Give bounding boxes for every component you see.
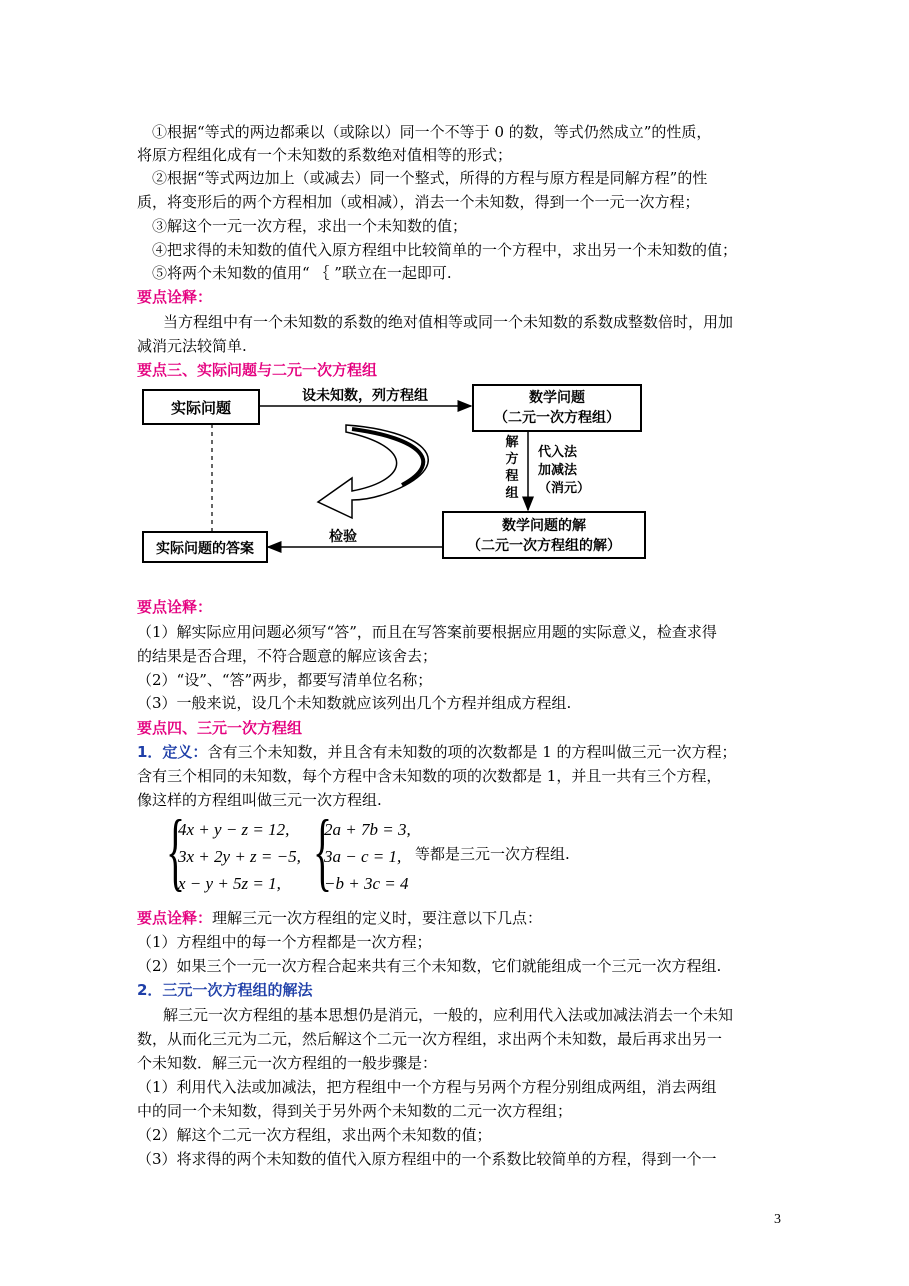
box-math-problem-line-2: （二元一次方程组） [494, 410, 620, 426]
step-2-line-1: ②根据“等式两边加上（或减去）同一个整式，所得的方程与原方程是同解方程”的性 [152, 169, 708, 187]
arrow-setup-label: 设未知数，列方程组 [302, 388, 428, 404]
solve-char-1: 解 [505, 435, 519, 450]
note-label-2: 要点诠释： [137, 598, 213, 616]
system-2-eq-1: 2a + 7b = 3, [324, 820, 411, 839]
system-2-eq-2: 3a − c = 1, [324, 847, 402, 866]
definition-line-2: 含有三个相同的未知数，每个方程中含未知数的项的次数都是 1，并且一共有三个方程， [137, 767, 722, 785]
box-math-solution-line-1: 数学问题的解 [502, 518, 586, 534]
system-1-eq-1: 4x + y − z = 12, [178, 820, 290, 839]
note-3-item-2: （2）如果三个一元一次方程合起来共有三个未知数，它们就能组成一个三元一次方程组. [137, 957, 722, 975]
method-heading: 2．三元一次方程组的解法 [137, 981, 313, 999]
section-4-title: 要点四、三元一次方程组 [137, 719, 303, 737]
system-1-eq-2: 3x + 2y + z = −5, [178, 847, 301, 866]
note-3-line [137, 908, 542, 928]
solve-char-4: 组 [505, 486, 519, 501]
box-math-solution-line-2: （二元一次方程组的解） [467, 538, 621, 554]
method-line-6: （2）解这个二元一次方程组，求出两个未知数的值； [137, 1126, 492, 1144]
system-2-eq-3: −b + 3c = 4 [324, 874, 409, 893]
note-1-line-1: 当方程组中有一个未知数的系数的绝对值相等或同一个未知数的系数成整数倍时，用加 [163, 313, 734, 331]
note-3-item-1: （1）方程组中的每一个方程都是一次方程； [137, 933, 432, 951]
step-1-line-1: ①根据“等式的两边都乘以（或除以）同一个不等于 0 的数，等式仍然成立”的性质， [152, 123, 712, 141]
method-elimination: （消元） [538, 481, 591, 496]
note-2-line-1: （1）解实际应用问题必须写“答”，而且在写答案前要根据应用题的实际意义，检查求得 [137, 623, 717, 641]
step-1-line-2: 将原方程组化成有一个未知数的系数绝对值相等的形式； [137, 146, 513, 164]
method-line-1: 解三元一次方程组的基本思想仍是消元，一般的，应利用代入法或加减法消去一个未知 [163, 1006, 734, 1024]
definition-line-3: 像这样的方程组叫做三元一次方程组. [137, 791, 382, 809]
note-2-line-3: （2）“设”、“答”两步，都要写清单位名称； [137, 671, 433, 689]
method-line-2: 数，从而化三元为二元，然后解这个二元一次方程组，求出两个未知数，最后再求出另一 [137, 1030, 723, 1048]
note-2-line-4: （3）一般来说，设几个未知数就应该列出几个方程并组成方程组. [137, 694, 572, 712]
box-real-answer-label: 实际问题的答案 [156, 541, 254, 557]
method-line-5: 中的同一个未知数，得到关于另外两个未知数的二元一次方程组； [137, 1102, 573, 1120]
solve-char-2: 方 [505, 452, 519, 467]
step-5: ⑤将两个未知数的值用“ ｛ ”联立在一起即可. [152, 264, 452, 282]
method-line-7: （3）将求得的两个未知数的值代入原方程组中的一个系数比较简单的方程，得到一个一 [137, 1150, 717, 1168]
system-2-brace: { [313, 803, 333, 900]
method-addition: 加减法 [538, 463, 578, 478]
method-substitution: 代入法 [538, 445, 578, 460]
method-line-3: 个未知数．解三元一次方程组的一般步骤是： [137, 1054, 438, 1072]
box-real-problem-label: 实际问题 [170, 399, 232, 417]
method-line-4: （1）利用代入法或加减法，把方程组中一个方程与另两个方程分别组成两组，消去两组 [137, 1078, 717, 1096]
box-math-problem-line-1: 数学问题 [529, 390, 585, 406]
page-number: 3 [774, 1212, 781, 1227]
system-1-brace: { [166, 803, 186, 900]
definition-line-1 [137, 742, 737, 762]
note-1-line-2: 减消元法较简单. [137, 337, 247, 355]
note-3-text: 理解三元一次方程组的定义时，要注意以下几点： [212, 909, 543, 927]
note-2-line-2: 的结果是否合理，不符合题意的解应该舍去； [137, 647, 438, 665]
step-4: ④把求得的未知数的值代入原方程组中比较简单的一个方程中，求出另一个未知数的值； [152, 241, 738, 259]
step-2-line-2: 质，将变形后的两个方程相加（或相减），消去一个未知数，得到一个一元一次方程； [137, 193, 700, 211]
note-label-1: 要点诠释： [137, 288, 213, 306]
step-3: ③解这个一元一次方程，求出一个未知数的值； [152, 217, 468, 235]
curved-arrow-shape [318, 425, 428, 518]
definition-text-1: 含有三个未知数，并且含有未知数的项的次数都是 1 的方程叫做三元一次方程； [207, 743, 737, 761]
system-caption: 等都是三元一次方程组. [415, 845, 570, 863]
arrow-check-label: 检验 [329, 529, 357, 545]
flow-diagram [0, 380, 909, 580]
solve-char-3: 程 [505, 469, 519, 484]
section-3-title: 要点三、实际问题与二元一次方程组 [137, 361, 378, 379]
note-label-3: 要点诠释： [137, 909, 213, 927]
definition-label: 1．定义： [137, 743, 208, 761]
system-1-eq-3: x − y + 5z = 1, [178, 874, 281, 893]
